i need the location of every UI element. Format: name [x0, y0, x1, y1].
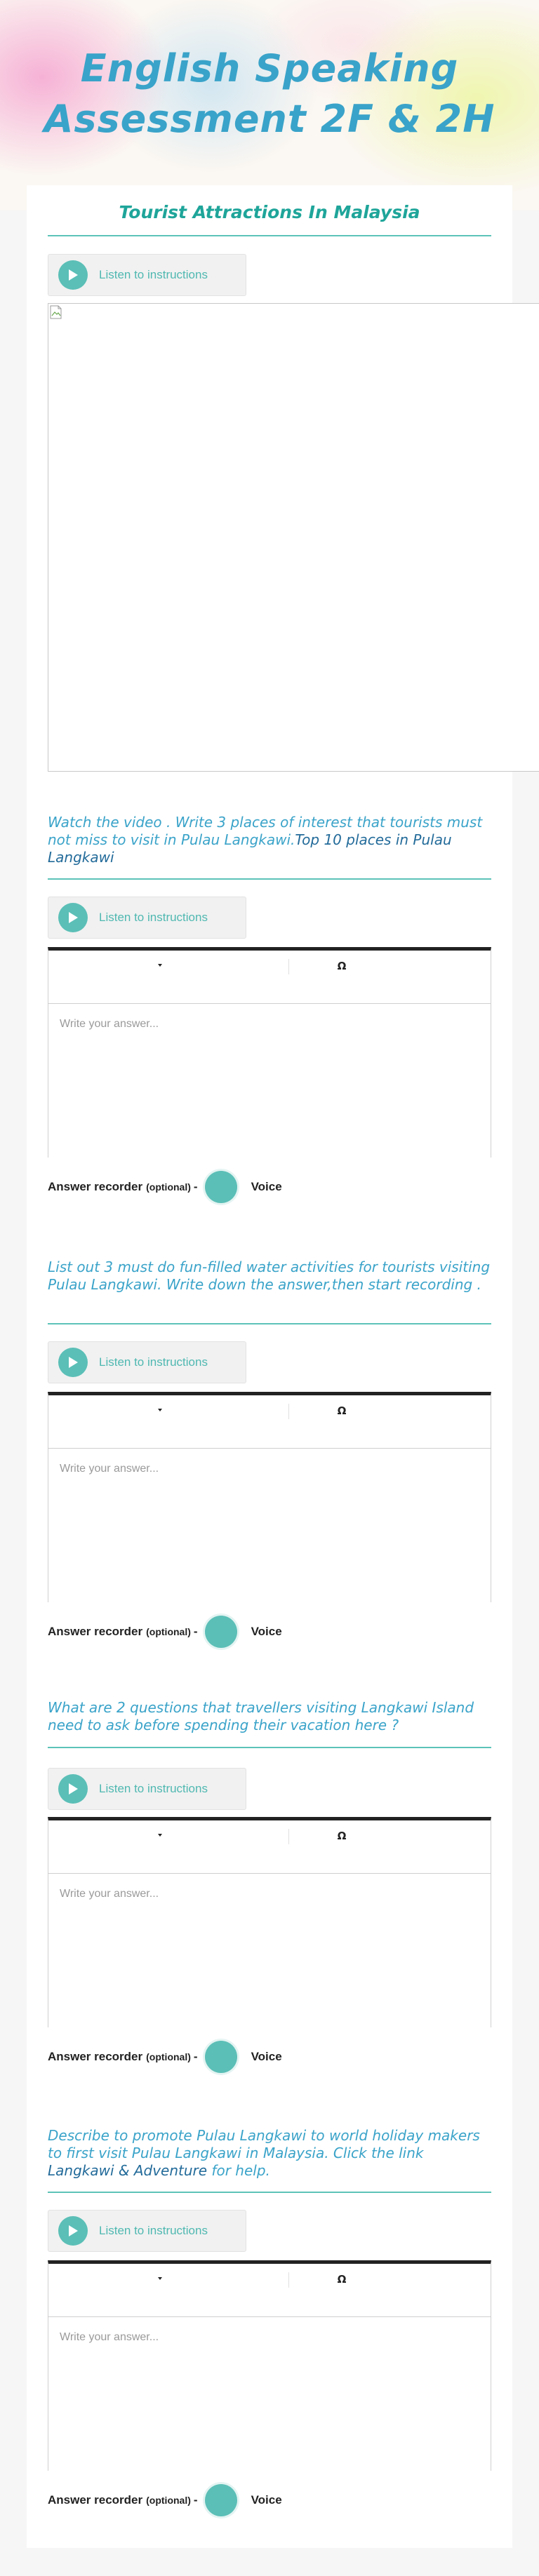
- listen-label: Listen to instructions: [99, 1782, 208, 1795]
- listen-instructions-button[interactable]: [48, 254, 246, 296]
- voice-label: Voice: [251, 1625, 282, 1638]
- recorder-optional: (optional): [146, 2051, 191, 2062]
- question-2-recorder: [48, 1615, 328, 1649]
- question-1-divider: [48, 878, 491, 880]
- recorder-label: Answer recorder: [48, 2493, 143, 2507]
- voice-label: Voice: [251, 2493, 282, 2507]
- play-icon: [58, 260, 88, 290]
- caret-down-icon[interactable]: [157, 2275, 164, 2282]
- listen-label: Listen to instructions: [99, 268, 208, 281]
- question-3-answer-input[interactable]: [48, 1874, 491, 2027]
- title-divider: [48, 235, 491, 236]
- recorder-dash: -: [193, 1625, 198, 1638]
- page-title: English Speaking Assessment 2F & 2H: [44, 46, 495, 141]
- editor-toolbar: [48, 1395, 491, 1449]
- question-1-text: Watch the video . Write 3 places of interest that tourists must not miss to visit in Pulau Langkawi.: [48, 814, 483, 848]
- voice-label: Voice: [251, 2050, 282, 2063]
- question-1-listen-button[interactable]: [48, 897, 246, 939]
- recorder-label: Answer recorder: [48, 1625, 143, 1638]
- omega-icon[interactable]: Ω: [337, 960, 347, 972]
- record-button[interactable]: [205, 2484, 237, 2516]
- recorder-dash: -: [193, 2050, 198, 2063]
- listen-label: Listen to instructions: [99, 2224, 208, 2237]
- question-1: [48, 814, 491, 866]
- recorder-dash: -: [193, 2493, 198, 2507]
- question-1-recorder: [48, 1170, 328, 1204]
- question-2-answer-input[interactable]: [48, 1449, 491, 1602]
- question-2-divider: [48, 1323, 491, 1324]
- caret-down-icon[interactable]: [157, 962, 164, 969]
- question-3-text: What are 2 questions that travellers visiting Langkawi Island need to ask before spending their vacation here ?: [48, 1699, 474, 1733]
- worksheet-card: [27, 185, 512, 2548]
- omega-icon[interactable]: Ω: [337, 1830, 347, 1842]
- question-4-text: Describe to promote Pulau Langkawi to world holiday makers to first visit Pulau Langkawi in Malaysia. Click the link: [48, 2127, 480, 2161]
- question-4-editor: [48, 2260, 491, 2471]
- recorder-label: Answer recorder: [48, 2050, 143, 2063]
- omega-icon[interactable]: Ω: [337, 1404, 347, 1417]
- question-2-editor: [48, 1392, 491, 1602]
- recorder-optional: (optional): [146, 1626, 191, 1637]
- broken-image-icon: [50, 305, 62, 319]
- omega-icon[interactable]: Ω: [337, 2273, 347, 2286]
- question-3: [48, 1699, 491, 1734]
- question-3-divider: [48, 1747, 491, 1748]
- editor-toolbar: [48, 2264, 491, 2317]
- recorder-optional: (optional): [146, 1181, 191, 1193]
- caret-down-icon[interactable]: [157, 1407, 164, 1414]
- toolbar-separator: [288, 959, 289, 974]
- editor-toolbar: [48, 951, 491, 1004]
- question-3-recorder: [48, 2040, 328, 2074]
- question-2-listen-button[interactable]: [48, 1341, 246, 1383]
- question-4: [48, 2127, 491, 2180]
- question-4-answer-input[interactable]: [48, 2317, 491, 2471]
- question-3-listen-button[interactable]: [48, 1768, 246, 1810]
- question-4-divider: [48, 2192, 491, 2193]
- play-icon: [58, 1348, 88, 1377]
- record-button[interactable]: [205, 1171, 237, 1203]
- recorder-label: Answer recorder: [48, 1180, 143, 1193]
- question-4-link[interactable]: Langkawi & Adventure: [48, 2162, 208, 2179]
- recorder-optional: (optional): [146, 2495, 191, 2506]
- worksheet-title: Tourist Attractions In Malaysia: [119, 202, 420, 222]
- play-icon: [58, 903, 88, 932]
- question-2-text: List out 3 must do fun-filled water activities for tourists visiting Pulau Langkawi. Write down the answer,then start recording .: [48, 1259, 491, 1293]
- record-button[interactable]: [205, 1616, 237, 1648]
- broken-image: [48, 303, 539, 772]
- question-2: [48, 1259, 491, 1294]
- editor-toolbar: [48, 1820, 491, 1874]
- play-icon: [58, 1774, 88, 1804]
- play-icon: [58, 2216, 88, 2246]
- question-1-answer-input[interactable]: [48, 1004, 491, 1158]
- record-button[interactable]: [205, 2041, 237, 2073]
- recorder-dash: -: [193, 1180, 198, 1193]
- header-banner: [0, 0, 539, 210]
- toolbar-separator: [288, 1829, 289, 1844]
- toolbar-separator: [288, 2272, 289, 2288]
- question-1-editor: [48, 947, 491, 1158]
- caret-down-icon[interactable]: [157, 1832, 164, 1839]
- question-4-recorder: [48, 2483, 328, 2517]
- voice-label: Voice: [251, 1180, 282, 1193]
- toolbar-separator: [288, 1404, 289, 1419]
- question-3-editor: [48, 1817, 491, 2027]
- question-4-listen-button[interactable]: [48, 2210, 246, 2252]
- question-4-suffix: for help.: [207, 2162, 270, 2179]
- listen-label: Listen to instructions: [99, 911, 208, 924]
- question-1-link[interactable]: Top 10 places in Pulau Langkawi: [48, 831, 452, 866]
- listen-label: Listen to instructions: [99, 1355, 208, 1369]
